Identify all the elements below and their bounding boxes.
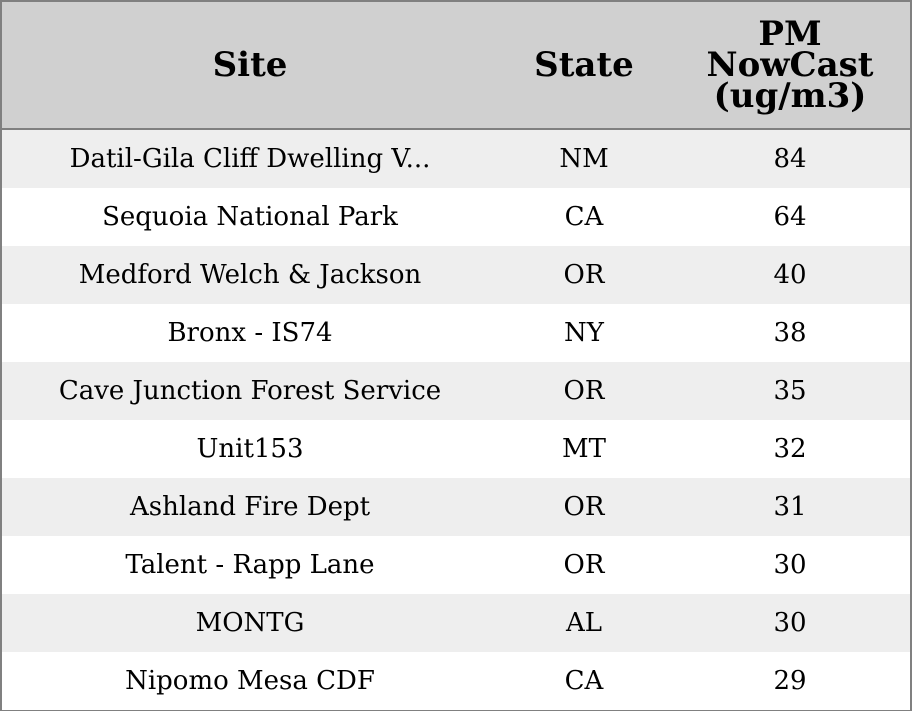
pm-value-cell: 29 — [670, 652, 910, 710]
table-row — [2, 362, 910, 420]
table-row — [2, 188, 910, 246]
pm-value-cell: 38 — [670, 304, 910, 362]
state-cell: NY — [498, 304, 670, 362]
site-cell: Datil-Gila Cliff Dwelling V... — [2, 129, 498, 188]
air-quality-table — [2, 2, 910, 710]
table-header — [2, 2, 910, 129]
pm-header-line-1: PM — [758, 13, 822, 54]
state-cell: OR — [498, 362, 670, 420]
header-row — [2, 2, 910, 129]
table-row — [2, 420, 910, 478]
pm-value-cell: 64 — [670, 188, 910, 246]
state-cell: OR — [498, 478, 670, 536]
pm-header-line-3: (ug/m3) — [713, 75, 867, 116]
state-cell: AL — [498, 594, 670, 652]
table-row — [2, 594, 910, 652]
pm-value-cell: 30 — [670, 594, 910, 652]
table-row — [2, 652, 910, 710]
pm-value-cell: 84 — [670, 129, 910, 188]
state-cell: NM — [498, 129, 670, 188]
site-cell: Talent - Rapp Lane — [2, 536, 498, 594]
pm-value-cell: 35 — [670, 362, 910, 420]
site-cell: Cave Junction Forest Service — [2, 362, 498, 420]
state-column-header: State — [498, 2, 670, 129]
table-row — [2, 536, 910, 594]
table-body — [2, 129, 910, 710]
pm-value-cell: 40 — [670, 246, 910, 304]
site-column-header: Site — [2, 2, 498, 129]
site-cell: Sequoia National Park — [2, 188, 498, 246]
site-cell: MONTG — [2, 594, 498, 652]
state-cell: CA — [498, 652, 670, 710]
state-cell: MT — [498, 420, 670, 478]
site-cell: Unit153 — [2, 420, 498, 478]
pm-value-cell: 32 — [670, 420, 910, 478]
table-row — [2, 129, 910, 188]
site-cell: Nipomo Mesa CDF — [2, 652, 498, 710]
site-cell: Medford Welch & Jackson — [2, 246, 498, 304]
table-row — [2, 246, 910, 304]
state-cell: OR — [498, 246, 670, 304]
table-row — [2, 304, 910, 362]
site-cell: Bronx - IS74 — [2, 304, 498, 362]
pm-value-cell: 31 — [670, 478, 910, 536]
table-row — [2, 478, 910, 536]
pm-value-cell: 30 — [670, 536, 910, 594]
pm-header-line-2: NowCast — [706, 44, 874, 85]
pm-nowcast-column-header — [670, 2, 910, 129]
site-cell: Ashland Fire Dept — [2, 478, 498, 536]
state-cell: CA — [498, 188, 670, 246]
state-cell: OR — [498, 536, 670, 594]
